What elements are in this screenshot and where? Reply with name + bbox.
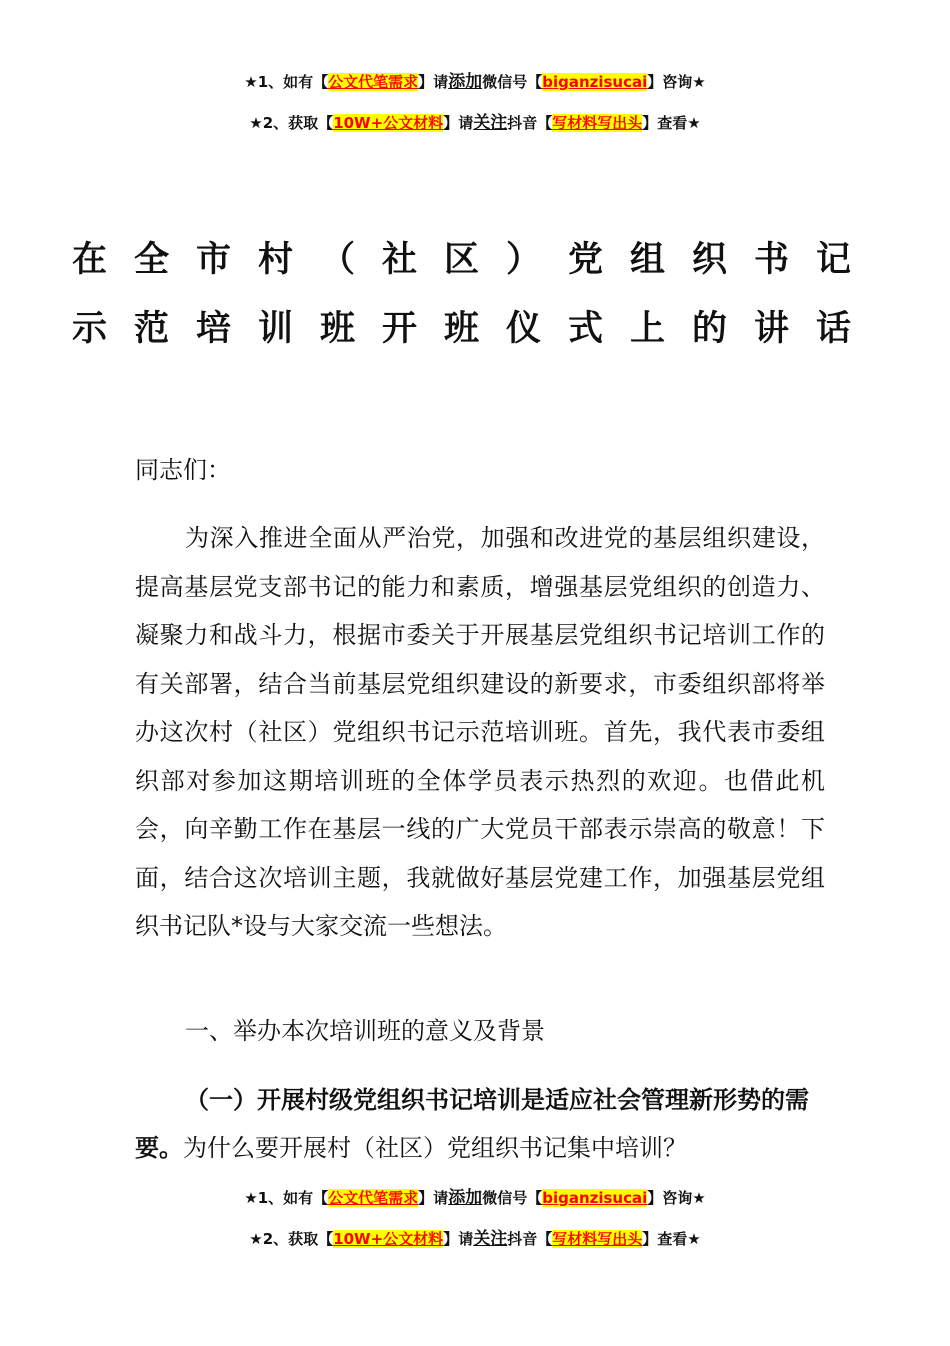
document-title-line-2: 示范培训班开班仪式上的讲话 (71, 309, 878, 349)
bottom-banner-line-2: ★2、获取【10W+公文材料】请关注抖音【写材料写出头】查看★ (249, 1229, 701, 1249)
subsection-bold-heading: （一）开展村级党组织书记培训是适应社会管理新形势的需要。 (135, 1086, 809, 1162)
subsection-paragraph (135, 1076, 825, 1172)
section-heading: 一、举办本次培训班的意义及背景 (185, 1017, 545, 1045)
document-title-line-1: 在全市村（社区）党组织书记 (71, 240, 878, 280)
body-paragraph: 为深入推进全面从严治党，加强和改进党的基层组织建设，提高基层党支部书记的能力和素质，增强基层党组织的创造力、凝聚力和战斗力，根据市委关于开展基层党组织书记培训工作的有关部署，结合当前基层党组织建设的新要求，市委组织部将举办这次村（社区）党组织书记示范培训班。首先，我代表市委组织部对参加这期培训班的全体学员表示热烈的欢迎。也借此机会，向辛勤工作在基层一线的广大党员干部表示崇高的敬意！下面，结合这次培训主题，我就做好基层党建工作，加强基层党组织书记队*设与大家交流一些想法。 (135, 524, 825, 940)
highlight-materials: 10W+公文材料 (333, 114, 444, 132)
highlight-wechat-id: biganzisucai (542, 73, 648, 91)
highlight-ghostwriting: 公文代笔需求 (328, 73, 419, 91)
highlight-douyin: 写材料写出头 (552, 114, 643, 132)
salutation: 同志们： (135, 456, 231, 484)
top-banner-line-1: ★1、如有【公文代笔需求】请添加微信号【biganzisucai】咨询★ (244, 72, 706, 92)
bottom-banner-line-1: ★1、如有【公文代笔需求】请添加微信号【biganzisucai】咨询★ (244, 1188, 706, 1208)
top-banner-line-2: ★2、获取【10W+公文材料】请关注抖音【写材料写出头】查看★ (249, 113, 701, 133)
subsection-text: 为什么要开展村（社区）党组织书记集中培训？ (183, 1134, 687, 1162)
